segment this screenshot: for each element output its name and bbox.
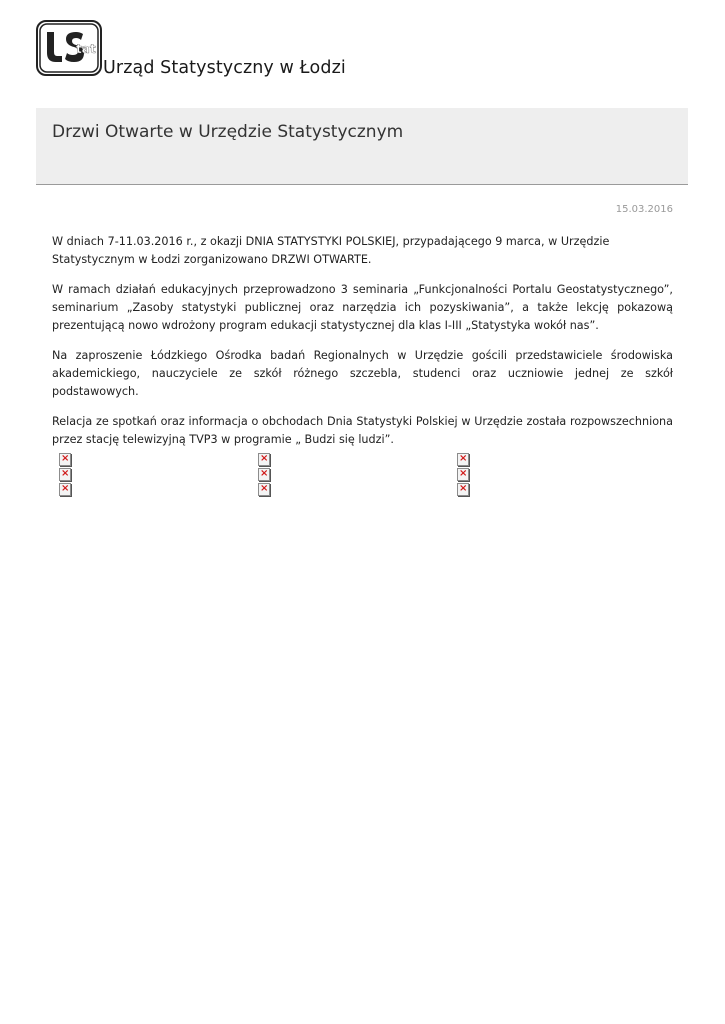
organization-name: Urząd Statystyczny w Łodzi	[103, 58, 346, 78]
broken-image-icon[interactable]: ×	[61, 468, 70, 479]
svg-text:tat: tat	[76, 42, 96, 56]
broken-image-icon[interactable]: ×	[459, 468, 468, 479]
gallery-column-1	[59, 453, 73, 498]
gallery-column-2	[258, 453, 272, 498]
article-paragraph: Na zaproszenie Łódzkiego Ośrodka badań Regionalnych w Urzędzie gościli przedstawiciele środowiska akademickiego, nauczyciele ze szkół różnego szczebla, studenci oraz uczniowie jednej ze szkół podstawowych.	[52, 349, 673, 398]
broken-image-icon[interactable]: ×	[260, 483, 269, 494]
article-title: Drzwi Otwarte w Urzędzie Statystycznym	[52, 122, 404, 142]
broken-image-icon[interactable]: ×	[260, 468, 269, 479]
article-paragraph: W ramach działań edukacyjnych przeprowadzono 3 seminaria „Funkcjonalności Portalu Geostatystycznego”, seminarium „Zasoby statystyki publicznej oraz narzędzia ich pozyskiwania”, a także lekcję pokazową prezentującą nowo wdrożony program edukacji statystycznej dla klas I-III „Statystyka wokół nas”.	[52, 283, 673, 332]
gallery-column-3	[457, 453, 471, 498]
broken-image-icon[interactable]: ×	[61, 483, 70, 494]
ustat-logo	[36, 20, 102, 76]
broken-image-icon[interactable]: ×	[459, 483, 468, 494]
broken-image-icon[interactable]: ×	[459, 453, 468, 464]
article-title-box	[36, 108, 688, 185]
article-paragraph: Relacja ze spotkań oraz informacja o obchodach Dnia Statystyki Polskiej w Urzędzie została rozpowszechniona przez stację telewizyjną TVP3 w programie „ Budzi się ludzi”.	[52, 415, 673, 446]
broken-image-icon[interactable]: ×	[61, 453, 70, 464]
article-paragraph: W dniach 7-11.03.2016 r., z okazji DNIA STATYSTYKI POLSKIEJ, przypadającego 9 marca, w Urzędzie Statystycznym w Łodzi zorganizowano DRZWI OTWARTE.	[52, 235, 610, 266]
broken-image-icon[interactable]: ×	[260, 453, 269, 464]
publish-date: 15.03.2016	[615, 204, 673, 215]
article-body	[52, 233, 673, 461]
page-header	[36, 20, 688, 80]
